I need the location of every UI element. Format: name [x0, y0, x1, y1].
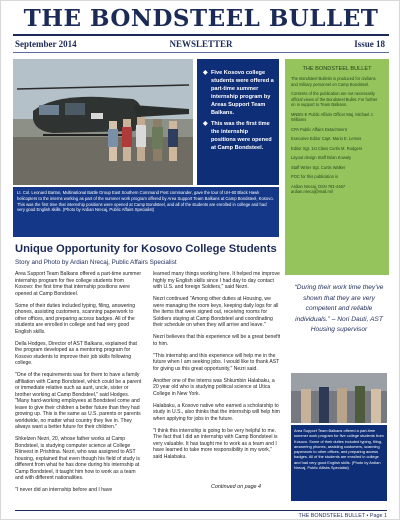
- article-paragraph: "I never did an internship before and I have: [15, 487, 113, 493]
- article-paragraph: Halabaku, a Kosovo native who earned a scholarship to study in U.S., also thinks that the internship will help him when applying for jobs in the future.: [153, 402, 280, 422]
- article-paragraph: Shkelzen Nezri, 20, whose father works at Camp Bondsteel, is studying computer science at College Riinvest in Prishtina. Nezri, who was assigned to AST housing, explained that even though his field of study is different from what he has done during his internship at Camp Bondsteel, it taught him how to work as a team and with different nationalities.: [15, 436, 140, 481]
- photo-caption: Lt. Col. Leonard Barton, Multinational Battle Group East Southern Command Post commander, gave the tour of UH-60 Black Hawk helicopters to the interns working as part of the summer work program offered by Area Support Team Balkans at Camp Bondsteel, Kosovo. This was the first time that internship positions were opened at Camp Bondsteel, and all of the students are enrolled in college and had very good English skills. (Photo by Ardian Nrecaj, Public Affairs Specialist): [13, 187, 279, 237]
- article-headline: Unique Opportunity for Kosovo College Students: [15, 243, 277, 255]
- sidebar-paragraph: Executive Editor Capt. Mario E. Lemos: [291, 136, 362, 141]
- issue-date: September 2014: [15, 39, 77, 49]
- article-paragraph: "One of the requirements was for them to have a family affiliation with Camp Bondsteel, which could be a parent or immediate relative such as aunt, uncle, sister or brother working at Camp Bondsteel," said Hodges. "Many hard-working employees at Bondsteel come and leave to give their children a better future than they had growing up. This is the same as U.S. parents or parents worldwide, no matter what country they live in. They always want a better future for their children.": [15, 372, 142, 430]
- highlight-item: ◆ This was the first time the internship positions were opened at Camp Bondsteel.: [203, 120, 272, 151]
- sidebar-paragraph: Layout design Staff Brian Kowaly: [291, 155, 352, 160]
- sidebar-paragraph: Ardian Nrecaj, DSN 781-4467 ardian.nrecaj@mail.mil: [291, 183, 346, 194]
- interns-photo: [291, 373, 387, 423]
- page-footer: [1, 507, 400, 520]
- sidebar-paragraph: CPA Public Affairs Detachment: [291, 126, 347, 132]
- bullet-icon: ◆: [203, 70, 208, 76]
- sidebar-paragraph: The Bondsteel Bulletin is produced for civilians and military personnel on Camp Bondsteel.: [291, 76, 376, 87]
- staff-sidebar: [285, 59, 389, 275]
- bullet-icon: ◆: [203, 120, 208, 127]
- sidebar-paragraph: Staff Writer Sgt. Curtis Walker: [291, 164, 346, 170]
- footer-text: THE BONDSTEEL BULLET • Page 1: [298, 513, 387, 519]
- helicopter-photo: [13, 59, 193, 185]
- masthead-top-rule: [13, 34, 389, 36]
- sidebar-paragraph: Editor Sgt. 1st Class Curtis M. Rodgers: [291, 145, 363, 151]
- article-paragraph: Area Support Team Balkans offered a part-time summer internship program for five college students from Kosovo: the first time that internship positions were opened at Camp Bondsteel.: [15, 271, 142, 297]
- article-column-2: [153, 271, 281, 503]
- sidebar-title: THE BONDSTEEL BULLET: [302, 66, 372, 72]
- article-paragraph: "This internship and this experience will help me in the future when I am seeking jobs. I would like to thank AST for giving us this great opportunity," Nezri said.: [153, 352, 280, 372]
- continued-link[interactable]: Continued on page 4: [211, 484, 262, 490]
- article-paragraph: Nezri believes that this experience will be a great benefit to him.: [153, 334, 281, 347]
- section-label: NEWSLETTER: [169, 39, 233, 49]
- article-byline: Story and Photo by Ardian Nrecaj, Public Affairs Specialist: [15, 259, 177, 266]
- pull-quote: “During their work time they've shown that they are very competent and reliable individuals.” – Nori Dauti, AST Housing supervisor: [294, 284, 384, 333]
- article-paragraph: Nezri continued "Among other duties at Housing, we were managing the room keys, keeping daily logs for all the items that were signed out, receiving rooms for Soldiers staying at Camp Bondsteel and coordinating their schedule on when they will arrive and leave.": [153, 296, 279, 328]
- masthead-bottom-rule: [13, 52, 389, 53]
- sidebar-paragraph: POC for this publication is: [291, 174, 339, 179]
- sidebar-paragraph: Contents of the publication are not necessarily official views of the Bondsteel Bullet. For further on in support to Team Balkans.: [291, 91, 378, 107]
- article-paragraph: Another one of the interns was Shkumbin Halabaku, a 20 year old who is studying political science at Utica College in New York.: [153, 377, 275, 397]
- interns-photo-caption: Area Support Team Balkans offered a part-time summer work program for five college students from Kosovo. Some of their duties included typing, filing, answering phones, assisting customers, scanning paperwork to other offices, and preparing access badges. All of the students are enrolled in college and had very good English skills. (Photo by Ardian Nrecaj, Public Affairs Specialist): [291, 425, 387, 501]
- issue-number: Issue 18: [354, 39, 385, 49]
- article-paragraph: "I think this internship is going to be very helpful to me. The fact that I did an internship with Camp Bondsteel is very valuable. It has taught me to work as a team and I have learned to take more responsibility in my work," said Halabaku.: [153, 427, 278, 460]
- article-paragraph: Some of their duties included typing, filing, answering phones, assisting customers, scanning paperwork to other offices, and preparing access badges. All of the students are enrolled in college and had very good English skills.: [15, 302, 136, 335]
- article-paragraph: Della Hodges, Director of AST Balkans, explained that the program developed as a mentoring program for Kosovo students to improve their job skills following college.: [15, 340, 137, 366]
- footer-rule: [15, 510, 387, 511]
- article-paragraph: learned many things working here. It helped me improve highly my English skills since I had day to day contact with U.S. and foreign Soldiers," said Nezri.: [153, 271, 280, 290]
- highlight-item: ◆ Five Kosovo college students were offered a part-time summer internship program by Areas Support Team Balkans.: [203, 70, 274, 117]
- sidebar-paragraph: MNBG-E Public Affairs Officer Maj. Michael J. Williams: [291, 111, 374, 122]
- highlights-box: [197, 59, 279, 185]
- article-column-1: [15, 271, 143, 503]
- masthead-title: THE BONDSTEEL BULLET: [23, 5, 379, 32]
